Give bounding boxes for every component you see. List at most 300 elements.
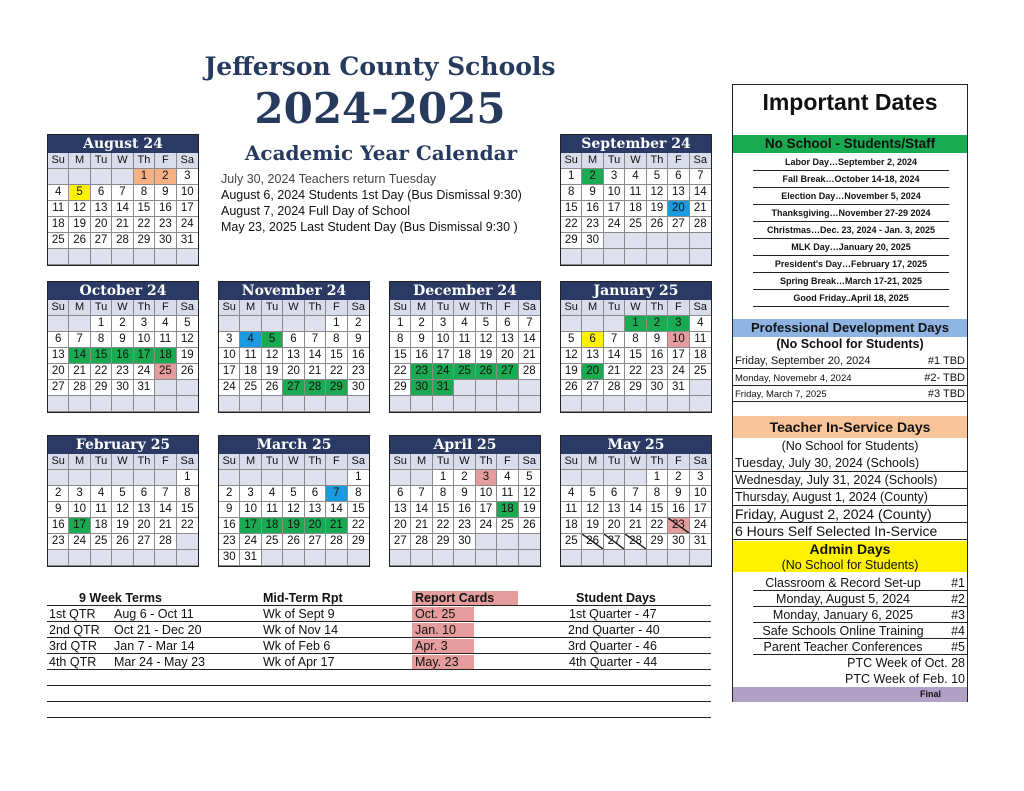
weekday-header: Sa [177,454,198,470]
day-cell: 3 [240,486,261,502]
weekday-header: Su [219,300,240,316]
day-cell: 16 [647,348,668,364]
term-days: 2nd Quarter - 40 [568,623,660,637]
weekday-header: W [112,454,133,470]
term-mid: Wk of Nov 14 [263,623,339,637]
weekday-header: Th [647,300,668,316]
day-cell: 26 [647,217,668,233]
day-cell: 21 [326,518,347,534]
day-cell: 8 [134,185,155,201]
ptc-week: PTC Week of Oct. 28 [847,656,965,670]
month-calendar-october [47,281,199,413]
table-row [47,638,711,654]
day-cell: 20 [91,217,112,233]
day-cell: 7 [625,486,646,502]
day-cell: 18 [240,364,261,380]
weekday-header: Su [48,454,69,470]
day-cell: 23 [219,534,240,550]
empty-day-cell [219,470,240,486]
day-cell: 6 [91,185,112,201]
month-calendar-april [389,435,541,567]
day-cell: 21 [112,217,133,233]
weekday-header: Th [134,153,155,169]
weekday-header: F [155,454,176,470]
empty-day-cell [690,396,711,412]
day-cell: 8 [390,332,411,348]
day-cell: 5 [476,316,497,332]
day-cell: 24 [240,534,261,550]
day-cell: 13 [668,185,689,201]
day-cell: 26 [262,380,283,396]
admin-day-row [753,591,967,607]
day-cell: 1 [561,169,582,185]
empty-day-cell [411,550,432,566]
month-title: May 25 [561,436,711,454]
day-cell: 25 [48,233,69,249]
weekday-header: Sa [519,454,540,470]
weekday-header: Tu [91,454,112,470]
weekday-header: Su [561,454,582,470]
empty-day-cell [625,249,646,265]
weekday-header: Tu [604,153,625,169]
day-cell: 23 [668,518,689,534]
day-cell: 9 [582,185,603,201]
empty-day-cell [305,470,326,486]
day-cell: 8 [326,332,347,348]
day-grid [48,153,198,265]
day-cell: 31 [433,380,454,396]
empty-day-cell [582,249,603,265]
empty-day-cell [91,169,112,185]
empty-day-cell [91,249,112,265]
day-cell: 23 [348,364,369,380]
day-cell: 3 [433,316,454,332]
weekday-header: W [625,454,646,470]
day-cell: 26 [177,364,198,380]
no-school-item: Fall Break…October 14-18, 2024 [753,171,949,188]
day-cell: 18 [155,348,176,364]
month-calendar-august [47,134,199,266]
day-cell: 20 [497,348,518,364]
day-cell: 24 [476,518,497,534]
school-name: Jefferson County Schools [204,52,556,81]
day-cell: 25 [561,534,582,550]
empty-day-cell [348,550,369,566]
day-cell: 22 [134,217,155,233]
day-cell: 3 [134,316,155,332]
weekday-header: Su [561,300,582,316]
inservice-day: Friday, August 2, 2024 (County) [733,506,967,523]
important-dates-panel [732,84,968,702]
month-calendar-january [560,281,712,413]
day-cell: 18 [48,217,69,233]
day-cell: 10 [433,332,454,348]
empty-day-cell [433,550,454,566]
inservice-subtitle: (No School for Students) [781,439,919,453]
pd-day-row [733,386,967,402]
day-cell: 27 [582,380,603,396]
weekday-header: Su [48,300,69,316]
empty-day-cell [305,396,326,412]
weekday-header: Tu [604,454,625,470]
day-cell: 15 [177,502,198,518]
empty-day-cell [69,470,90,486]
no-school-item: Spring Break…March 17-21, 2025 [753,273,949,290]
pd-days-subtitle: (No School for Students) [776,337,924,351]
term-report-card: Oct. 25 [412,607,474,621]
admin-day-number: #4 [951,624,965,638]
inservice-day: Thursday, August 1, 2024 (County) [733,489,967,506]
day-cell: 29 [91,380,112,396]
term-report-card: Jan. 10 [412,623,474,637]
day-cell: 16 [48,518,69,534]
day-cell: 3 [690,470,711,486]
admin-day-row [753,623,967,639]
empty-day-cell [433,396,454,412]
month-calendar-november [218,281,370,413]
day-cell: 11 [155,332,176,348]
day-cell: 13 [390,502,411,518]
empty-day-cell [69,396,90,412]
empty-day-cell [219,396,240,412]
day-cell: 1 [433,470,454,486]
day-cell: 30 [112,380,133,396]
weekday-header: Th [476,300,497,316]
empty-day-cell [326,550,347,566]
weekday-header: Sa [519,300,540,316]
empty-day-cell [112,169,133,185]
empty-day-cell [155,550,176,566]
day-cell: 5 [283,486,304,502]
day-cell: 9 [112,332,133,348]
day-cell: 20 [283,364,304,380]
no-school-item: Election Day…November 5, 2024 [753,188,949,205]
day-cell: 29 [348,534,369,550]
day-cell: 31 [240,550,261,566]
admin-day-row [753,575,967,591]
month-title: November 24 [219,282,369,300]
day-cell: 28 [112,233,133,249]
day-cell: 6 [668,169,689,185]
note-teachers-return: July 30, 2024 Teachers return Tuesday [221,172,437,186]
weekday-header: Su [561,153,582,169]
day-cell: 10 [240,502,261,518]
empty-day-cell [134,396,155,412]
weekday-header: Th [134,454,155,470]
empty-day-cell [497,380,518,396]
day-cell: 30 [348,380,369,396]
admin-day-text: Classroom & Record Set-up [765,576,921,590]
day-cell: 25 [625,217,646,233]
weekday-header: W [283,300,304,316]
empty-day-cell [177,249,198,265]
day-cell: 13 [582,348,603,364]
day-cell: 12 [177,332,198,348]
day-cell: 26 [69,233,90,249]
day-cell: 19 [561,364,582,380]
day-cell: 2 [647,316,668,332]
day-cell: 1 [647,470,668,486]
day-cell: 12 [582,502,603,518]
weekday-header: Tu [433,300,454,316]
empty-day-cell [390,396,411,412]
empty-day-cell [476,550,497,566]
empty-day-cell [283,550,304,566]
day-cell: 5 [647,169,668,185]
admin-day-number: #3 [951,608,965,622]
day-cell: 27 [390,534,411,550]
month-title: February 25 [48,436,198,454]
day-cell: 12 [283,502,304,518]
day-cell: 5 [177,316,198,332]
weekday-header: Su [48,153,69,169]
admin-days-title: Admin Days [733,541,967,558]
empty-day-cell [690,550,711,566]
weekday-header: Su [390,454,411,470]
day-cell: 18 [497,502,518,518]
day-cell: 30 [454,534,475,550]
day-cell: 11 [690,332,711,348]
day-cell: 22 [625,364,646,380]
day-cell: 16 [348,348,369,364]
day-cell: 9 [155,185,176,201]
empty-day-cell [690,380,711,396]
empty-day-cell [112,396,133,412]
day-cell: 26 [476,364,497,380]
empty-day-cell [454,550,475,566]
weekday-header: W [625,153,646,169]
day-cell: 9 [647,332,668,348]
day-cell: 29 [134,233,155,249]
day-cell: 15 [561,201,582,217]
empty-day-cell [668,550,689,566]
note-students-first-day: August 6, 2024 Students 1st Day (Bus Dismissal 9:30) [221,188,522,202]
day-cell: 17 [604,201,625,217]
pd-day-number: #1 TBD [927,355,965,367]
empty-day-cell [69,316,90,332]
empty-day-cell [283,396,304,412]
day-cell: 18 [561,518,582,534]
day-cell: 16 [219,518,240,534]
empty-day-cell [48,169,69,185]
day-cell: 7 [69,332,90,348]
day-cell: 7 [604,332,625,348]
day-cell: 10 [668,332,689,348]
day-cell: 22 [91,364,112,380]
month-title: September 24 [561,135,711,153]
weekday-header: W [625,300,646,316]
empty-day-cell [240,396,261,412]
admin-day-text: Monday, January 6, 2025 [772,608,914,622]
day-cell: 6 [497,316,518,332]
day-cell: 9 [411,332,432,348]
day-cell: 7 [519,316,540,332]
weekday-header: W [454,300,475,316]
weekday-header: Tu [91,300,112,316]
empty-day-cell [91,550,112,566]
empty-day-cell [262,550,283,566]
day-cell: 28 [519,364,540,380]
day-cell: 18 [91,518,112,534]
day-cell: 12 [112,502,133,518]
day-cell: 19 [112,518,133,534]
day-cell: 10 [476,486,497,502]
term-mid: Wk of Apr 17 [263,655,335,669]
day-cell: 13 [134,502,155,518]
day-cell: 12 [476,332,497,348]
day-cell: 17 [690,502,711,518]
empty-day-cell [48,396,69,412]
day-cell: 23 [454,518,475,534]
pd-day-row [733,353,967,369]
empty-day-cell [561,316,582,332]
day-cell: 14 [690,185,711,201]
weekday-header: Tu [91,153,112,169]
day-cell: 5 [561,332,582,348]
day-cell: 3 [604,169,625,185]
day-cell: 27 [91,233,112,249]
day-cell: 13 [604,502,625,518]
day-cell: 4 [625,169,646,185]
day-cell: 20 [604,518,625,534]
weekday-header: Su [390,300,411,316]
pd-day-row [733,370,967,386]
day-grid [390,300,540,412]
empty-day-cell [48,316,69,332]
day-cell: 10 [690,486,711,502]
day-cell: 12 [561,348,582,364]
weekday-header: Th [305,300,326,316]
blank-line [47,670,711,686]
weekday-header: Th [134,300,155,316]
day-cell: 25 [91,534,112,550]
day-cell: 12 [519,486,540,502]
empty-day-cell [497,550,518,566]
day-cell: 5 [69,185,90,201]
month-title: August 24 [48,135,198,153]
day-cell: 23 [411,364,432,380]
day-cell: 11 [91,502,112,518]
empty-day-cell [647,233,668,249]
empty-day-cell [668,233,689,249]
empty-day-cell [625,470,646,486]
day-cell: 8 [625,332,646,348]
day-cell: 10 [69,502,90,518]
empty-day-cell [69,550,90,566]
empty-day-cell [219,316,240,332]
day-cell: 17 [476,502,497,518]
no-school-item: Good Friday..April 18, 2025 [753,290,949,307]
empty-day-cell [411,396,432,412]
empty-day-cell [240,470,261,486]
weekday-header: Su [219,454,240,470]
weekday-header: Th [647,153,668,169]
day-cell: 25 [497,518,518,534]
key-dates-notes [221,171,556,235]
day-cell: 13 [91,201,112,217]
day-grid [561,300,711,412]
empty-day-cell [647,550,668,566]
header-mid-term: Mid-Term Rpt [263,591,343,605]
empty-day-cell [177,396,198,412]
day-cell: 29 [561,233,582,249]
day-cell: 21 [305,364,326,380]
day-cell: 29 [326,380,347,396]
weekday-header: M [240,454,261,470]
day-cell: 16 [155,201,176,217]
day-cell: 16 [454,502,475,518]
empty-day-cell [177,550,198,566]
day-cell: 8 [561,185,582,201]
no-school-item: MLK Day…January 20, 2025 [753,239,949,256]
empty-day-cell [690,233,711,249]
day-cell: 7 [305,332,326,348]
empty-day-cell [582,396,603,412]
empty-day-cell [647,396,668,412]
empty-day-cell [240,316,261,332]
day-cell: 11 [561,502,582,518]
day-cell: 20 [134,518,155,534]
empty-day-cell [390,550,411,566]
empty-day-cell [476,534,497,550]
day-cell: 31 [134,380,155,396]
weekday-header: Sa [177,300,198,316]
term-quarter: 4th QTR [49,655,97,669]
day-cell: 27 [604,534,625,550]
day-cell: 17 [433,348,454,364]
important-dates-title: Important Dates [762,89,938,115]
weekday-header: M [69,153,90,169]
admin-day-row [753,639,967,655]
month-calendar-september [560,134,712,266]
day-cell: 21 [625,518,646,534]
day-cell: 12 [69,201,90,217]
day-grid [48,300,198,412]
day-cell: 14 [604,348,625,364]
day-cell: 30 [411,380,432,396]
day-cell: 2 [155,169,176,185]
day-cell: 28 [690,217,711,233]
day-cell: 4 [262,486,283,502]
day-cell: 10 [134,332,155,348]
empty-day-cell [48,470,69,486]
empty-day-cell [519,534,540,550]
header-student-days: Student Days [576,591,656,605]
day-cell: 21 [604,364,625,380]
day-cell: 20 [582,364,603,380]
day-cell: 2 [348,316,369,332]
month-title: October 24 [48,282,198,300]
day-cell: 22 [326,364,347,380]
day-cell: 9 [668,486,689,502]
day-cell: 29 [390,380,411,396]
day-cell: 18 [690,348,711,364]
weekday-header: Th [647,454,668,470]
day-cell: 19 [177,348,198,364]
day-cell: 12 [262,348,283,364]
empty-day-cell [112,470,133,486]
day-cell: 5 [112,486,133,502]
day-cell: 26 [112,534,133,550]
empty-day-cell [305,316,326,332]
empty-day-cell [48,550,69,566]
no-school-item: Thanksgiving…November 27-29 2024 [753,205,949,222]
no-school-item: Christmas…Dec. 23, 2024 - Jan. 3, 2025 [753,222,949,239]
day-cell: 21 [519,348,540,364]
weekday-header: M [582,153,603,169]
day-cell: 27 [134,534,155,550]
empty-day-cell [604,316,625,332]
